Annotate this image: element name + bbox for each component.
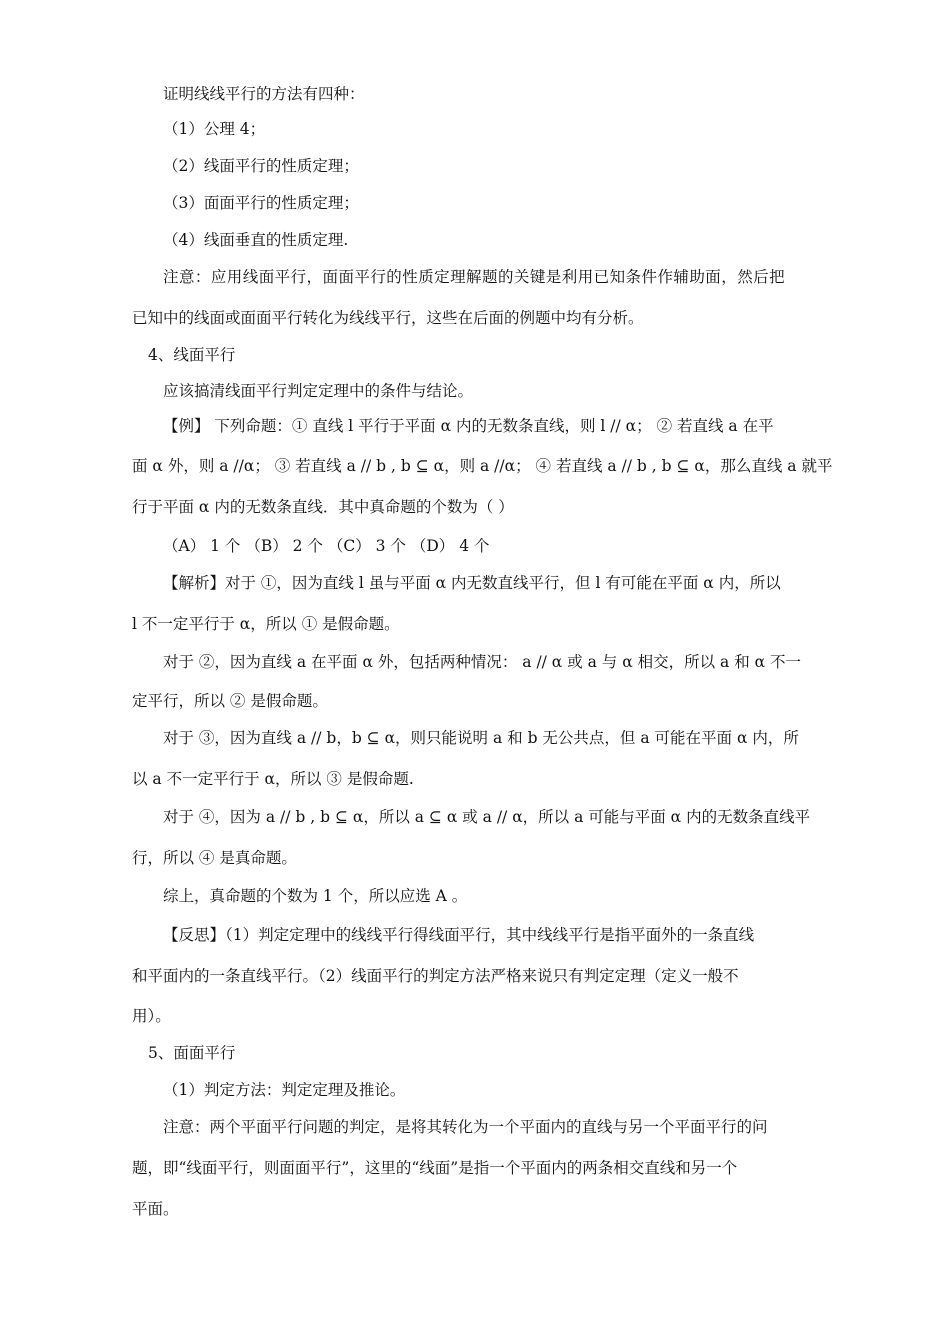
text-line: 以 a 不一定平行于 α，所以 ③ 是假命题.: [132, 770, 414, 788]
text-line: （2）线面平行的性质定理；: [163, 157, 359, 175]
text-line: 和平面内的一条直线平行。（2）线面平行的判定方法严格来说只有判定定理（定义一般不: [132, 967, 739, 985]
text-line: （4）线面垂直的性质定理.: [163, 231, 349, 249]
text-line: 对于 ②，因为直线 a 在平面 α 外，包括两种情况： a // α 或 a 与 α 相交，所以 a 和 α 不一: [163, 653, 802, 671]
text-line: （3）面面平行的性质定理；: [163, 194, 359, 212]
text-line: 对于 ④，因为 a // b , b ⊆ α，所以 a ⊆ α 或 a // α，所以 a 可能与平面 α 内的无数条直线平: [163, 808, 811, 826]
text-line: 【反思】（1）判定定理中的线线平行得线面平行，其中线线平行是指平面外的一条直线: [163, 926, 755, 944]
text-line: 对于 ③，因为直线 a // b，b ⊆ α，则只能说明 a 和 b 无公共点，但 a 可能在平面 α 内，所: [163, 729, 799, 747]
text-line: 定平行，所以 ② 是假命题。: [132, 692, 328, 710]
text-line: 面 α 外，则 a //α； ③ 若直线 a // b , b ⊆ α，则 a //α； ④ 若直线 a // b , b ⊆ α，那么直线 a 就平: [132, 457, 833, 475]
text-line: 注意：应用线面平行，面面平行的性质定理解题的关键是利用已知条件作辅助面，然后把: [163, 268, 786, 286]
text-line: 题，即“线面平行，则面面平行”，这里的“线面”是指一个平面内的两条相交直线和另一个: [132, 1159, 738, 1177]
text-line: 【解析】对于 ①，因为直线 l 虽与平面 α 内无数直线平行，但 l 有可能在平面 α 内，所以: [163, 574, 781, 592]
text-line: （1）公理 4；: [163, 120, 266, 138]
text-line: 证明线线平行的方法有四种：: [163, 85, 365, 103]
text-line: 行，所以 ④ 是真命题。: [132, 849, 297, 867]
text-line: 平面。: [132, 1200, 179, 1218]
text-line: 行于平面 α 内的无数条直线．其中真命题的个数为（ ）: [132, 498, 514, 516]
section-heading: 5、面面平行: [148, 1044, 236, 1062]
text-line: （1）判定方法：判定定理及推论。: [163, 1081, 406, 1099]
text-line: 应该搞清线面平行判定定理中的条件与结论。: [163, 382, 474, 400]
section-heading: 4、线面平行: [148, 346, 236, 364]
text-line: 注意：两个平面平行问题的判定，是将其转化为一个平面内的直线与另一个平面平行的问: [163, 1118, 768, 1136]
text-line: 【例】 下列命题：① 直线 l 平行于平面 α 内的无数条直线，则 l // α； ② 若直线 a 在平: [163, 417, 774, 435]
text-line: l 不一定平行于 α，所以 ① 是假命题。: [132, 615, 400, 633]
text-line: 已知中的线面或面面平行转化为线线平行，这些在后面的例题中均有分析。: [132, 309, 644, 327]
answer-options: （A） 1 个 （B） 2 个 （C） 3 个 （D） 4 个: [163, 537, 490, 555]
text-line: 用）。: [132, 1007, 171, 1025]
text-line: 综上，真命题的个数为 1 个，所以应选 A 。: [163, 887, 468, 905]
